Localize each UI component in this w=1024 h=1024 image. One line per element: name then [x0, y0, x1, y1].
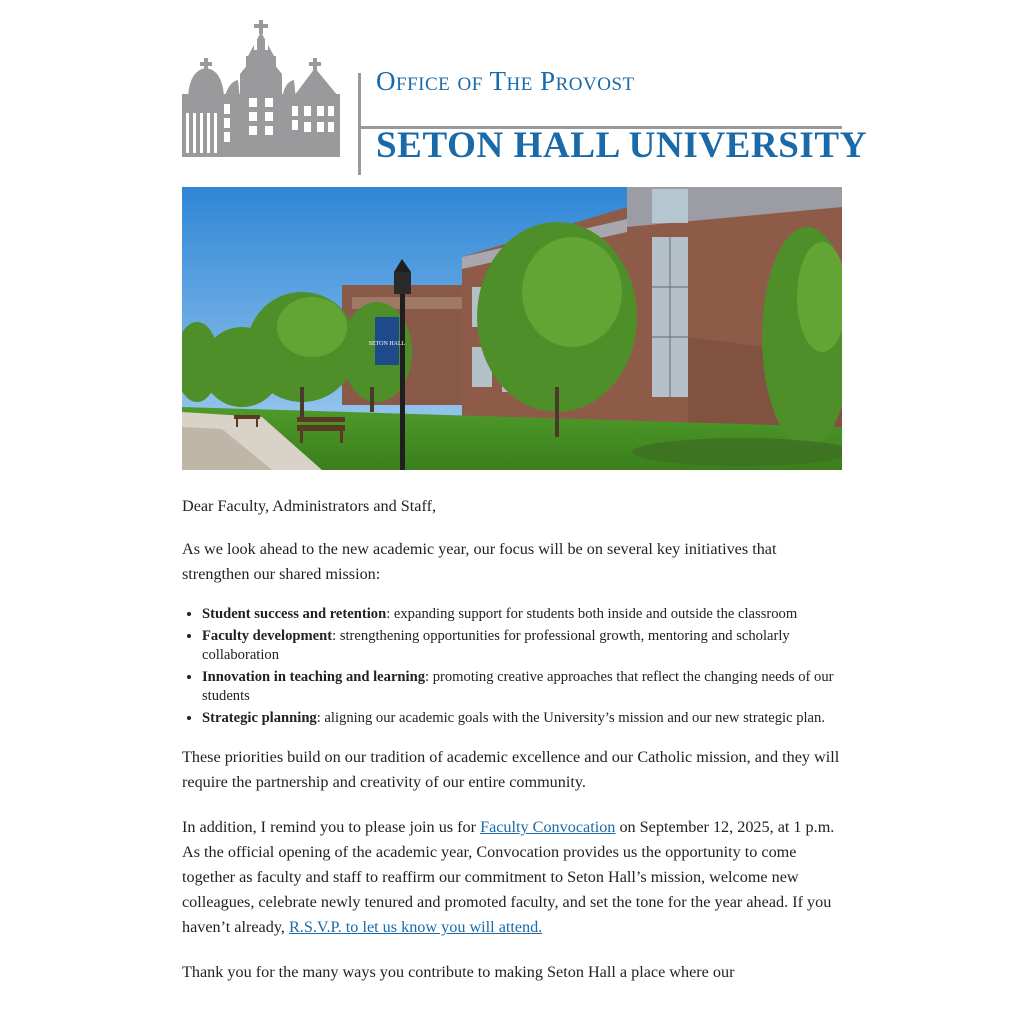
banner-text: SETON HALL	[368, 341, 406, 347]
church-building-icon	[182, 18, 347, 160]
intro-paragraph: As we look ahead to the new academic year, our focus will be on several key initiatives that strengthen our shared mission:	[182, 540, 777, 583]
list-item	[202, 709, 842, 728]
office-title: Office of The Provost	[376, 66, 635, 96]
campus-photo	[182, 187, 842, 470]
email-body	[182, 494, 842, 985]
priority-desc: : aligning our academic goals with the University’s mission and our new strategic plan.	[316, 710, 825, 726]
provost-logo	[182, 18, 868, 166]
list-item	[202, 668, 842, 706]
priority-title: Innovation in teaching and learning	[202, 669, 426, 685]
university-name: SETON HALL UNIVERSITY	[376, 125, 868, 166]
priorities-paragraph: These priorities build on our tradition of academic excellence and our Catholic mission, and they will require the partnership and creativity of our entire community.	[182, 748, 840, 791]
priority-title: Student success and retention	[202, 606, 387, 622]
convocation-text-after: on September 12, 2025, at 1 p.m. As the official opening of the academic year, Convocation provides us the opportunity to come together as faculty and staff to reaffirm our commitment to Seton Hall’s mission, welcome new colleagues, celebrate newly tenured and promoted faculty, and set the tone for the year ahead. If you haven’t already,	[182, 818, 835, 936]
priorities-list	[182, 605, 842, 728]
salutation: Dear Faculty, Administrators and Staff,	[182, 497, 437, 515]
rsvp-link[interactable]: R.S.V.P. to let us know you will attend.	[288, 918, 543, 936]
priority-desc: : strengthening opportunities for professional growth, mentoring and scholarly collaboration	[202, 628, 790, 663]
logo-divider-vertical	[358, 73, 361, 175]
list-item	[202, 627, 842, 665]
priority-title: Faculty development	[202, 628, 333, 644]
list-item	[202, 605, 842, 624]
priority-title: Strategic planning	[202, 710, 317, 726]
convocation-paragraph	[182, 815, 842, 940]
faculty-convocation-link[interactable]: Faculty Convocation	[480, 818, 616, 836]
priority-desc: : expanding support for students both inside and outside the classroom	[386, 606, 798, 622]
convocation-text-before: In addition, I remind you to please join us for	[182, 818, 481, 836]
thanks-paragraph: Thank you for the many ways you contribute to making Seton Hall a place where our	[182, 963, 735, 981]
priority-desc: : promoting creative approaches that reflect the changing needs of our students	[202, 669, 834, 704]
